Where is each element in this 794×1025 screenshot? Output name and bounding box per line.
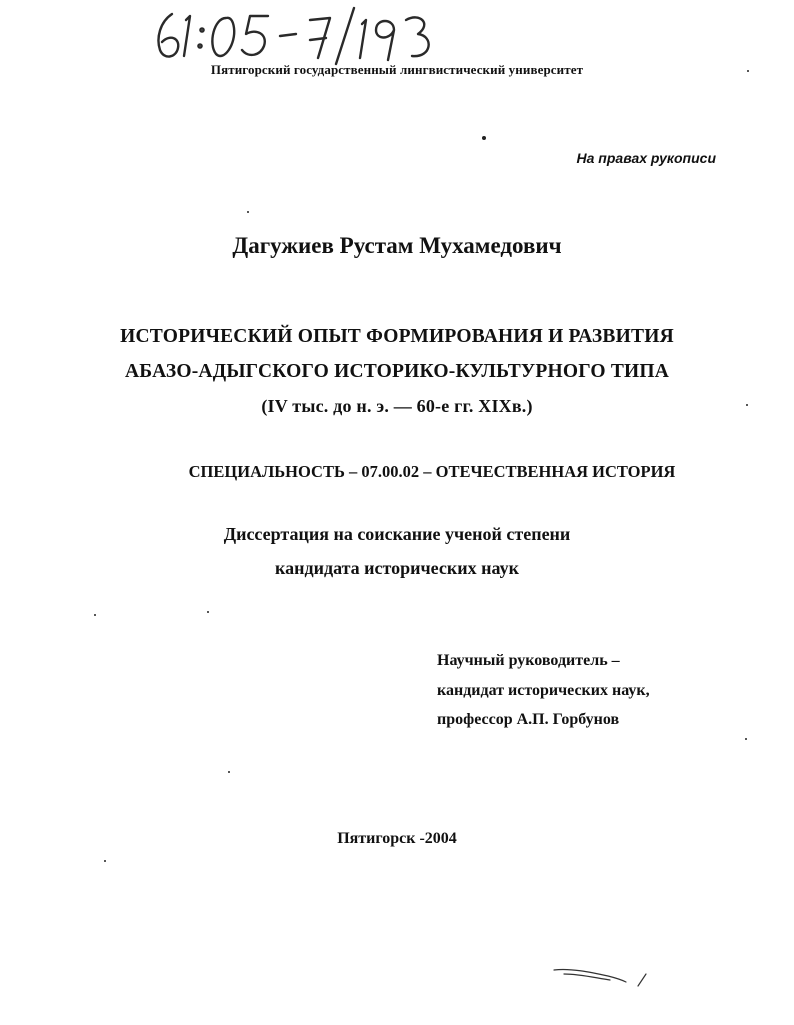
specialty-line: СПЕЦИАЛЬНОСТЬ – 07.00.02 – ОТЕЧЕСТВЕННАЯ ИСТОРИЯ [188,462,676,481]
handwritten-archive-code-drawing [150,4,480,68]
supervisor-line-3: профессор А.П. Горбунов [437,711,620,728]
supervisor-line-1: Научный руководитель – [437,652,620,669]
supervisor-line-2: кандидат исторических наук, [437,682,650,699]
scan-speck [745,738,747,740]
university-name: Пятигорский государственный лингвистический университет [210,62,584,77]
scan-speck [228,771,230,773]
degree-line-1: Диссертация на соискание ученой степени [223,524,571,544]
rights-note: На правах рукописи [576,150,716,166]
city-year: Пятигорск -2004 [337,830,457,847]
dissertation-title-period: (IV тыс. до н. э. — 60-е гг. XIXв.) [261,396,533,416]
degree-line-2: кандидата исторических наук [275,558,519,578]
scan-speck [482,136,486,140]
pen-scribble [550,960,660,990]
pen-scribble-drawing [550,960,660,990]
scan-speck [94,614,96,616]
author-name: Дагужиев Рустам Мухамедович [232,233,562,258]
dissertation-title-line-2: АБАЗО-АДЫГСКОГО ИСТОРИКО-КУЛЬТУРНОГО ТИПА [124,361,670,382]
handwritten-archive-code [150,4,480,68]
scan-speck [104,860,106,862]
dissertation-title-line-1: ИСТОРИЧЕСКИЙ ОПЫТ ФОРМИРОВАНИЯ И РАЗВИТИЯ [120,326,674,347]
scan-speck [207,611,209,613]
scan-speck [247,211,249,213]
scan-speck [746,404,748,406]
scan-speck [747,70,749,72]
